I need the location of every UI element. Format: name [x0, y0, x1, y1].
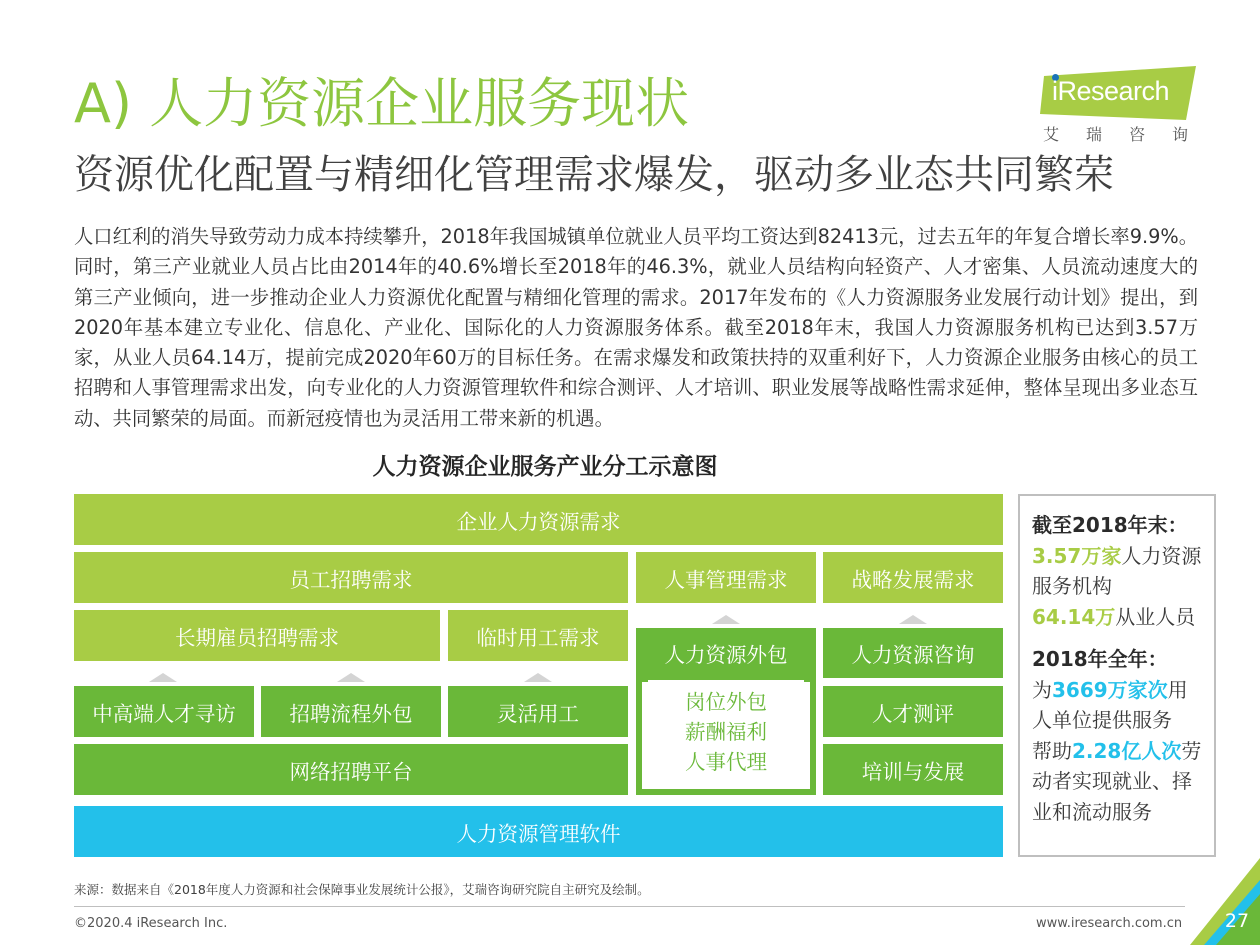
stat-label: 为: [1032, 677, 1052, 702]
flexible-staffing-box: 灵活用工: [448, 686, 628, 737]
copyright-text: ©2020.4 iResearch Inc.: [74, 916, 228, 931]
long-term-recruitment-box: 长期雇员招聘需求: [74, 610, 440, 661]
stats-employees: [1032, 602, 1204, 633]
stats-sidebar: [1018, 494, 1216, 857]
stats-heading-2018-end: 截至2018年末：: [1032, 513, 1188, 537]
stat-label: 从业人员: [1115, 604, 1196, 629]
page-subtitle: 资源优化配置与精细化管理需求爆发，驱动多业态共同繁荣: [74, 152, 1114, 198]
stat-label: 劳动者实现就业、择业和流动服务: [1032, 738, 1202, 824]
diagram-title: 人力资源企业服务产业分工示意图: [372, 454, 718, 480]
strategic-development-demand-box: 战略发展需求: [823, 552, 1003, 603]
logo-cn-text: 艾瑞咨询: [1043, 125, 1216, 144]
hr-consulting-box: 人力资源咨询: [823, 628, 1003, 678]
stat-label: 用人单位提供服务: [1032, 677, 1188, 732]
rpo-box: 招聘流程外包: [261, 686, 441, 737]
stat-value: 3669万家次: [1052, 677, 1168, 702]
page-number: 27: [1224, 910, 1250, 932]
enterprise-hr-demand-box: 企业人力资源需求: [74, 494, 1003, 545]
hr-management-software-box: 人力资源管理软件: [74, 806, 1003, 857]
website-link[interactable]: www.iresearch.com.cn: [1036, 916, 1183, 931]
iresearch-logo: [1040, 66, 1196, 120]
stat-label: 帮助: [1032, 738, 1072, 763]
arrow-up-icon: [524, 673, 552, 682]
executive-search-box: 中高端人才寻访: [74, 686, 254, 737]
hr-management-demand-box: 人事管理需求: [636, 552, 816, 603]
arrow-up-icon: [899, 615, 927, 624]
training-development-box: 培训与发展: [823, 744, 1003, 795]
stats-institutions: [1032, 541, 1204, 602]
stats-workers-helped: [1032, 736, 1204, 828]
source-note: 来源：数据来自《2018年度人力资源和社会保障事业发展统计公报》，艾瑞咨询研究院自主研究及绘制。: [74, 882, 650, 897]
arrow-up-icon: [712, 615, 740, 624]
page-title: A) 人力资源企业服务现状: [74, 72, 690, 135]
stats-heading-2018-full-year: 2018年全年：: [1032, 647, 1168, 671]
outsourcing-item: 薪酬福利: [685, 720, 767, 744]
stat-label: 人力资源服务机构: [1032, 543, 1202, 598]
talent-assessment-box: 人才测评: [823, 686, 1003, 737]
recruitment-demand-box: 员工招聘需求: [74, 552, 628, 603]
arrow-up-icon: [337, 673, 365, 682]
outsourcing-item: 岗位外包: [685, 690, 767, 714]
stat-value: 64.14万: [1032, 604, 1116, 629]
outsourcing-item: 人事代理: [685, 750, 767, 774]
logo-brand-text: iResearch: [1052, 76, 1170, 106]
footer-divider: [74, 906, 1185, 907]
hr-outsourcing-items: [648, 680, 804, 784]
stat-value: 2.28亿人次: [1072, 738, 1182, 763]
arrow-up-icon: [149, 673, 177, 682]
online-recruitment-platform-box: 网络招聘平台: [74, 744, 628, 795]
hr-outsourcing-box: 人力资源外包: [636, 628, 816, 678]
stat-value: 3.57万家: [1032, 543, 1122, 568]
body-paragraph: 人口红利的消失导致劳动力成本持续攀升，2018年我国城镇单位就业人员平均工资达到82413元，过去五年的年复合增长率9.9%。同时，第三产业就业人员占比由2014年的40.6%增长至2018年的46.3%，就业人员结构向轻资产、人才密集、人员流动速度大的第三产业倾向，进一步推动企业人力资源优化配置与精细化管理的需求。2017年发布的《人力资源服务业发展行动计划》提出，到2020年基本建立专业化、信息化、产业化、国际化的人力资源服务体系。截至2018年末，我国人力资源服务机构已达到3.57万家，从业人员64.14万，提前完成2020年60万的目标任务。在需求爆发和政策扶持的双重利好下，人力资源企业服务由核心的员工招聘和人事管理需求出发，向专业化的人力资源管理软件和综合测评、人才培训、职业发展等战略性需求延伸，整体呈现出多业态互动、共同繁荣的局面。而新冠疫情也为灵活用工带来新的机遇。: [74, 225, 1198, 430]
temporary-staffing-demand-box: 临时用工需求: [448, 610, 628, 661]
stats-employers-served: [1032, 675, 1204, 736]
